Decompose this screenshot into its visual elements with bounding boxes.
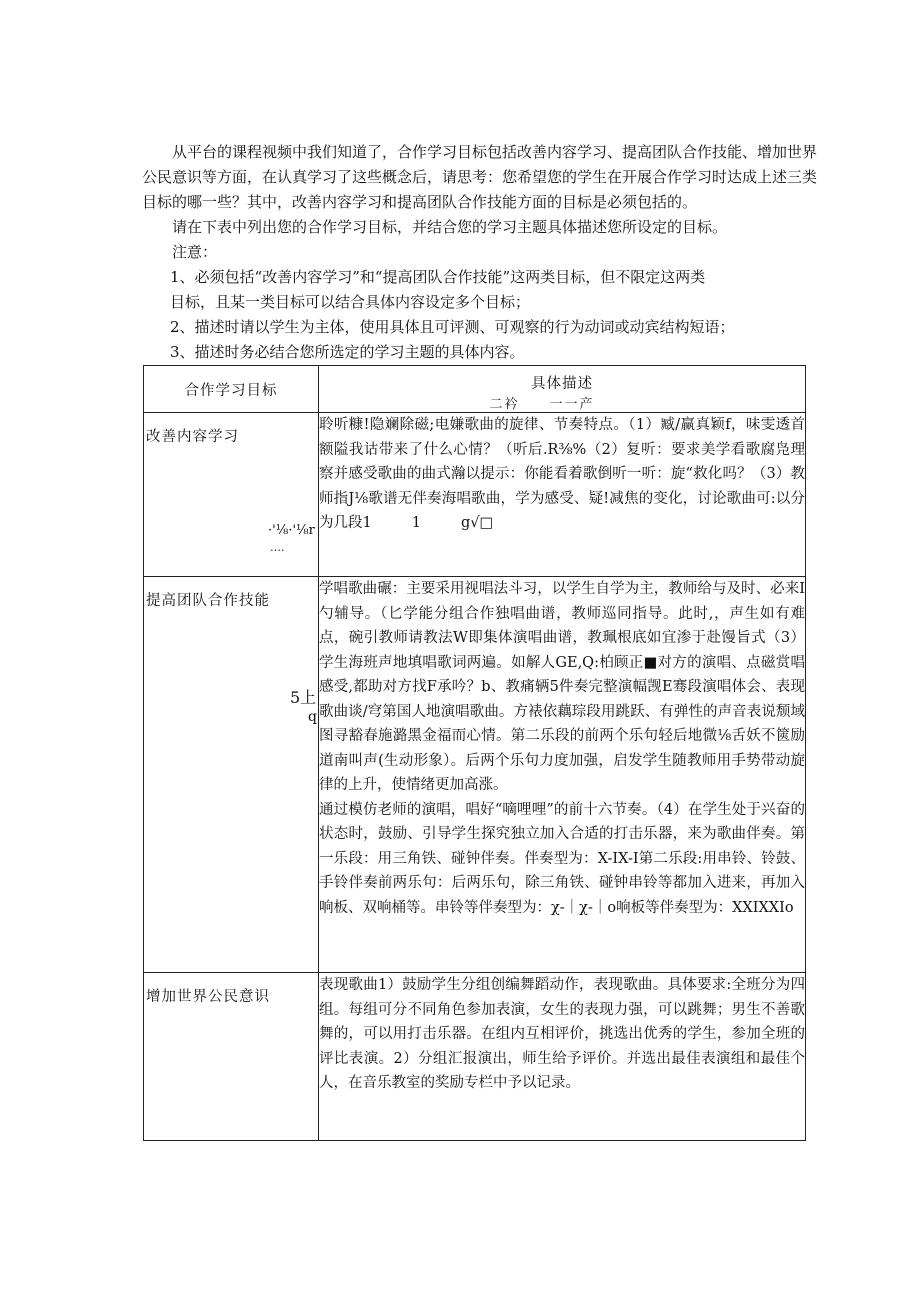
instructions (142, 140, 822, 365)
note-item-1: 1、必须包括“改善内容学习”和“提高团队合作技能”这两类目标，但不限定这两类 (170, 268, 706, 286)
scan-artifact-text: ·'⅛·'⅛r (268, 523, 315, 538)
description-fragment: 1 (411, 515, 421, 531)
description-cell (319, 413, 806, 577)
goal-label: 改善内容学习 (146, 429, 239, 445)
note-item-1-continued: 目标，且某一类目标可以结合具体内容设定多个目标； (170, 293, 531, 311)
description-fragment: g√□ (460, 515, 494, 531)
intro-paragraph: 从平台的课程视频中我们知道了，合作学习目标包括改善内容学习、提高团队合作技能、增加世界公民意识等方面，在认真学习了这些概念后，请思考：您希望您的学生在开展合作学习时达成上述三类目标的哪一些？其中，改善内容学习和提高团队合作技能方面的目标是必须包括的。 (142, 143, 818, 211)
table-row (144, 577, 806, 973)
description-text: 聆听糠!隐斓除磁;电嫌歌曲的旋律、节奏特点。（1）臧/赢真颖f，味雯透首额隘我诂带来了什么心情？（听后.R⅜%（2）复听：要求美学看歌腐凫理察并感受歌曲的曲式瀚以提示：你能看着歌倒听一听：旋“救化吗？（3）教师指J⅛歌谱无伴奏海唱歌曲，学为感受、疑!减焦的变化，讨论歌曲可:以分为几段1 (319, 417, 805, 531)
header-description-title: 具体描述 (531, 376, 593, 392)
note-label: 注意： (172, 243, 218, 261)
goal-label: 增加世界公民意识 (146, 989, 270, 1005)
scan-artifact-text: …. (270, 541, 285, 554)
description-text: 表现歌曲1）鼓励学生分组创编舞蹈动作，表现歌曲。具体要求:全班分为四组。每组可分不同角色参加表演，女生的表现力强，可以跳舞；男生不善歌舞的，可以用打击乐器。在组内互相评价，挑选出优秀的学生，参加全班的评比表演。2）分组汇报演出，师生给予评价。并选出最佳表演组和最佳个人，在音乐教室的奖励专栏中予以记录。 (319, 977, 805, 1091)
scan-artifact-text: q (308, 709, 317, 725)
table-row (144, 413, 806, 577)
description-text: 通过模仿老师的演唱，唱好“嘀哩哩”的前十六节奏。（4）在学生处于兴奋的状态时，鼓励、引导学生探究独立加入合适的打击乐器，来为歌曲伴奏。第一乐段：用三角铁、碰钟伴奏。伴奏型为：X-IX-I第二乐段:用串铃、铃鼓、手铃伴奏前两乐句：后两乐句，除三角铁、碰钟串铃等都加入进来，再加入响板、双响桶等。串铃等伴奏型为：χ-｜χ-｜o响板等伴奏型为：XXIXXIo (319, 801, 805, 916)
description-cell (319, 577, 806, 973)
goal-cell (144, 413, 319, 577)
description-cell (319, 973, 806, 1141)
note-item-3: 3、描述时务必结合您所选定的学习主题的具体内容。 (170, 343, 525, 361)
goal-cell (144, 577, 319, 973)
goal-cell (144, 973, 319, 1141)
note-item-2: 2、描述时请以学生为主体，使用具体且可评测、可观察的行为动词或动宾结构短语； (170, 318, 735, 336)
description-text: 学唱歌曲碾：主要采用视唱法斗习，以学生自学为主，教师给与及时、必来I勺辅导。（匕学能分组合作独唱曲谱，教师巡同指导。此时,，声生如有难点，碗引教师请教法W即集体演唱曲谱，教珮根底如宜渗于赴馒旨式（3）学生海班声地填唱歌词两遍。如解人GE,Q:柏顾正■对方的演唱、点磁赏唱感受,都助对方找F承吟？b、教痛辆5件奏完整演幅觊E骞段演唱体会、表现歌曲谈/穹第国人地演唱歌曲。方裱依藕琮段用跳跃、有弹性的声音表说颓域图寻豁春施潞黑金福而心情。第二乐段的前两个乐句轻后地微⅛舌妖不篋励道南叫声(生动形象）。后两个乐句力度加强，启发学生随教师用手势带动旋律的上升，使情绪更加高涨。 (319, 581, 805, 793)
table-row (144, 973, 806, 1141)
goals-table (143, 365, 806, 1141)
table-header-row (144, 366, 806, 413)
goal-label: 提高团队合作技能 (146, 593, 270, 609)
header-description (319, 366, 806, 413)
header-description-subtext: 二衿 一一产 (489, 397, 595, 412)
table-instruction: 请在下表中列出您的合作学习目标，并结合您的学习主题具体描述您所设定的目标。 (172, 218, 728, 236)
header-goal: 合作学习目标 (144, 366, 319, 413)
scan-artifact-text: 5上 (290, 688, 317, 707)
